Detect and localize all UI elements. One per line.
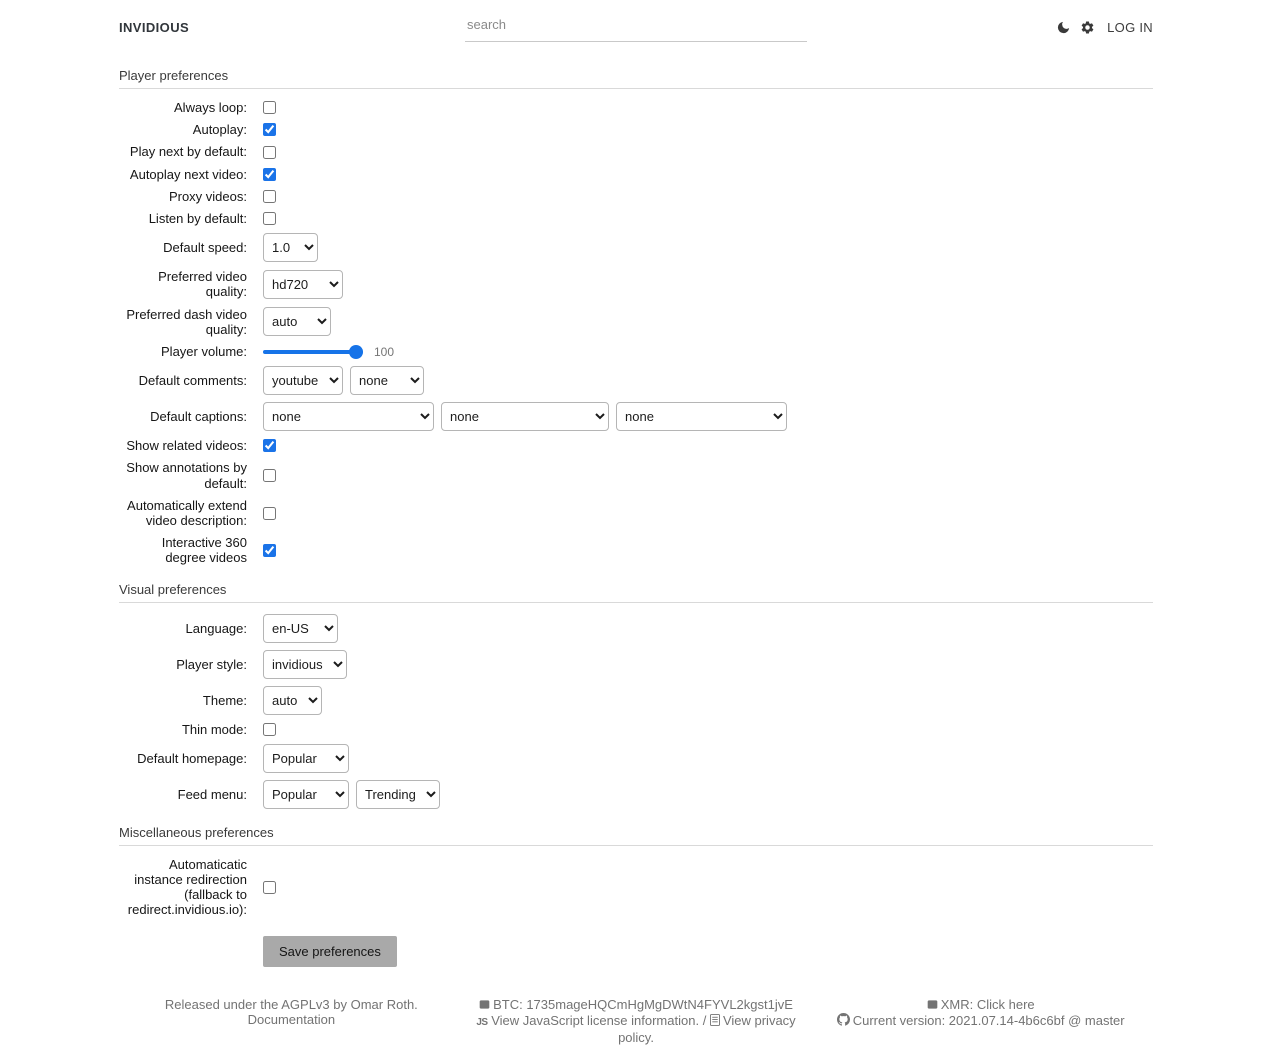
proxy-videos-checkbox[interactable]	[263, 190, 276, 203]
homepage-label: Default homepage:	[137, 750, 247, 766]
feed-menu-select-2[interactable]	[356, 780, 440, 809]
pref-row-comments	[119, 366, 1153, 395]
thin-mode-label: Thin mode:	[181, 721, 247, 737]
pref-row-annotations	[119, 460, 1153, 490]
privacy-policy-link[interactable]: View privacy policy.	[618, 1012, 796, 1045]
save-row	[119, 936, 1153, 967]
preferences-form	[119, 68, 1153, 967]
footer-version-line	[808, 1013, 1153, 1029]
play-next-label: Play next by default:	[129, 144, 247, 160]
section-title-misc: Miscellaneous preferences	[119, 825, 1153, 846]
autoplay-next-checkbox[interactable]	[263, 168, 276, 181]
volume-value: 100	[374, 344, 395, 359]
pref-row-listen	[119, 211, 1153, 226]
volume-slider[interactable]	[263, 345, 363, 359]
always-loop-checkbox[interactable]	[263, 101, 276, 114]
gear-icon	[1080, 20, 1095, 35]
comments-select-2[interactable]	[350, 366, 424, 395]
pref-row-thin-mode	[119, 722, 1153, 737]
topbar-actions	[807, 20, 1153, 35]
captions-select-3[interactable]	[616, 402, 787, 431]
captions-select-2[interactable]	[441, 402, 609, 431]
pref-row-speed	[119, 233, 1153, 262]
player-style-label: Player style:	[176, 656, 247, 672]
extend-desc-checkbox[interactable]	[263, 507, 276, 520]
preferences-page	[119, 0, 1153, 1063]
captions-label: Default captions:	[150, 409, 247, 425]
related-checkbox[interactable]	[263, 439, 276, 452]
footer-license-column	[119, 997, 464, 1045]
autoplay-next-label: Autoplay next video:	[129, 166, 247, 182]
speed-label: Default speed:	[163, 240, 247, 256]
btc-address-text: BTC: 1735mageHQCmHgMgDWtN4FYVL2kgst1jvE	[493, 996, 793, 1012]
pref-row-quality	[119, 269, 1153, 299]
search-input[interactable]	[465, 13, 807, 42]
autoplay-label: Autoplay:	[192, 122, 247, 138]
related-label: Show related videos:	[126, 438, 247, 454]
player-style-select[interactable]	[263, 650, 347, 679]
dash-quality-select[interactable]	[263, 307, 331, 336]
bitcoin-icon	[479, 998, 490, 1013]
pref-row-language	[119, 614, 1153, 643]
footer-version-column	[808, 997, 1153, 1045]
documentation-link[interactable]: Documentation	[247, 1011, 336, 1027]
vr360-checkbox[interactable]	[263, 544, 276, 557]
vr360-label: Interactive 360 degree videos	[161, 535, 247, 566]
comments-select-1[interactable]	[263, 366, 343, 395]
quality-select[interactable]	[263, 270, 343, 299]
page-footer	[119, 997, 1153, 1063]
listen-label: Listen by default:	[148, 211, 247, 227]
proxy-videos-label: Proxy videos:	[168, 188, 247, 204]
github-icon	[837, 1013, 850, 1029]
section-title-visual: Visual preferences	[119, 582, 1153, 603]
dark-mode-toggle[interactable]	[1056, 20, 1071, 35]
monero-icon	[927, 998, 938, 1013]
js-license-link[interactable]: View JavaScript license information.	[491, 1012, 700, 1028]
listen-checkbox[interactable]	[263, 212, 276, 225]
pref-row-theme	[119, 686, 1153, 715]
preferences-button[interactable]	[1080, 20, 1095, 35]
language-label: Language:	[185, 620, 247, 636]
auto-redirect-checkbox[interactable]	[263, 881, 276, 894]
footer-released-text: Released under the AGPLv3 by Omar Roth.	[164, 996, 418, 1012]
auto-redirect-label: Automaticatic instance redirection (fallback to redirect.invidious.io):	[127, 856, 247, 918]
javascript-license-icon: JS	[476, 1016, 488, 1028]
dash-quality-label: Preferred dash video quality:	[126, 306, 247, 337]
pref-row-volume	[119, 344, 1153, 359]
volume-label: Player volume:	[161, 344, 247, 360]
homepage-select[interactable]	[263, 744, 349, 773]
site-logo[interactable]: INVIDIOUS	[119, 20, 190, 35]
privacy-policy-icon	[710, 1014, 720, 1029]
comments-label: Default comments:	[138, 373, 247, 389]
pref-row-play-next	[119, 144, 1153, 159]
always-loop-label: Always loop:	[174, 100, 247, 115]
autoplay-checkbox[interactable]	[263, 123, 276, 136]
pref-row-related	[119, 438, 1153, 453]
moon-icon	[1056, 20, 1071, 35]
speed-select[interactable]	[263, 233, 318, 262]
pref-row-always-loop	[119, 100, 1153, 115]
log-in-link[interactable]: LOG IN	[1107, 20, 1153, 35]
pref-row-homepage	[119, 744, 1153, 773]
pref-row-player-style	[119, 650, 1153, 679]
annotations-label: Show annotations by default:	[126, 460, 247, 491]
theme-label: Theme:	[202, 692, 247, 708]
version-link[interactable]: Current version: 2021.07.14-4b6c6bf @ master	[852, 1012, 1125, 1028]
pref-row-feed-menu	[119, 780, 1153, 809]
search-box	[465, 13, 807, 42]
pref-row-dash-quality	[119, 307, 1153, 337]
pref-row-captions	[119, 402, 1153, 431]
footer-btc-line	[464, 997, 809, 1013]
pref-row-extend-desc	[119, 498, 1153, 528]
captions-select-1[interactable]	[263, 402, 434, 431]
footer-links-line	[464, 1013, 809, 1045]
language-select[interactable]	[263, 614, 338, 643]
feed-menu-select-1[interactable]	[263, 780, 349, 809]
pref-row-vr360	[119, 535, 1153, 565]
feed-menu-label: Feed menu:	[177, 786, 247, 802]
footer-separator: /	[702, 1012, 707, 1028]
pref-row-auto-redirect	[119, 857, 1153, 918]
section-title-player: Player preferences	[119, 68, 1153, 89]
pref-row-autoplay	[119, 122, 1153, 137]
thin-mode-checkbox[interactable]	[263, 723, 276, 736]
xmr-link[interactable]: XMR: Click here	[940, 996, 1035, 1012]
annotations-checkbox[interactable]	[263, 469, 276, 482]
theme-select[interactable]	[263, 686, 322, 715]
extend-desc-label: Automatically extend video description:	[127, 497, 247, 529]
save-preferences-button[interactable]: Save preferences	[263, 936, 397, 967]
pref-row-autoplay-next	[119, 167, 1153, 182]
quality-label: Preferred video quality:	[158, 269, 247, 300]
play-next-checkbox[interactable]	[263, 146, 276, 159]
footer-donate-column	[464, 997, 809, 1045]
footer-xmr-line	[808, 997, 1153, 1013]
top-navbar	[119, 0, 1153, 52]
pref-row-proxy-videos	[119, 189, 1153, 204]
